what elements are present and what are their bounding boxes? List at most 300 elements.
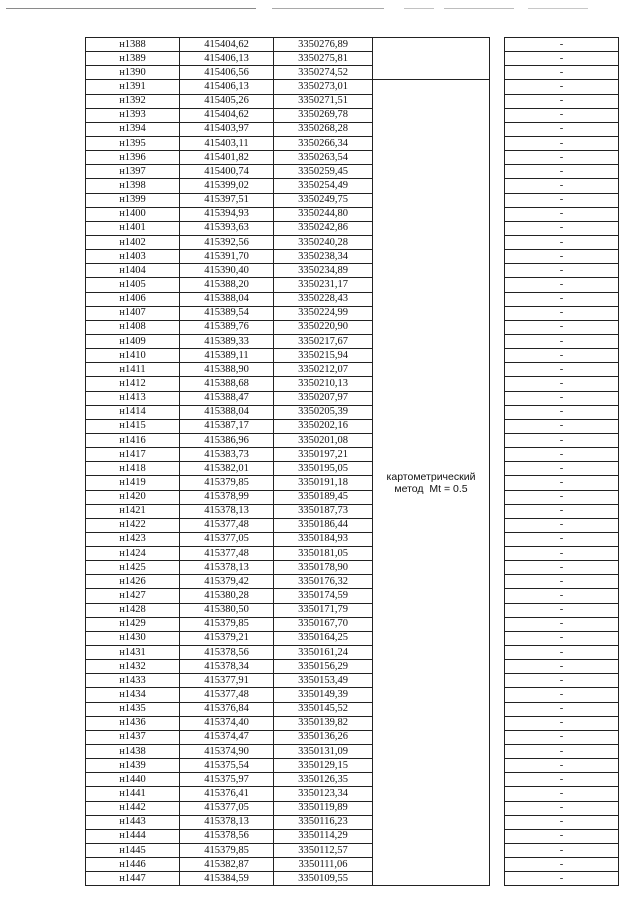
spacer-cell xyxy=(490,462,505,476)
point-id-cell: н1432 xyxy=(86,660,180,674)
point-id-cell: н1437 xyxy=(86,730,180,744)
spacer-cell xyxy=(490,547,505,561)
y-coordinate-cell: 3350228,43 xyxy=(274,292,373,306)
table-row xyxy=(86,631,619,645)
table-row xyxy=(86,660,619,674)
table-row xyxy=(86,363,619,377)
description-cell: - xyxy=(505,405,619,419)
spacer-cell xyxy=(490,504,505,518)
point-id-cell: н1446 xyxy=(86,858,180,872)
table-row xyxy=(86,264,619,278)
description-cell: - xyxy=(505,221,619,235)
x-coordinate-cell: 415379,85 xyxy=(180,476,274,490)
spacer-cell xyxy=(490,264,505,278)
table-row xyxy=(86,38,619,52)
x-coordinate-cell: 415388,47 xyxy=(180,391,274,405)
y-coordinate-cell: 3350274,52 xyxy=(274,66,373,80)
x-coordinate-cell: 415404,62 xyxy=(180,38,274,52)
table-row xyxy=(86,250,619,264)
description-cell: - xyxy=(505,745,619,759)
y-coordinate-cell: 3350119,89 xyxy=(274,801,373,815)
x-coordinate-cell: 415380,28 xyxy=(180,589,274,603)
y-coordinate-cell: 3350238,34 xyxy=(274,250,373,264)
table-row xyxy=(86,589,619,603)
spacer-cell xyxy=(490,38,505,52)
point-id-cell: н1426 xyxy=(86,575,180,589)
spacer-cell xyxy=(490,179,505,193)
y-coordinate-cell: 3350276,89 xyxy=(274,38,373,52)
table-row xyxy=(86,844,619,858)
spacer-cell xyxy=(490,363,505,377)
table-row xyxy=(86,547,619,561)
spacer-cell xyxy=(490,815,505,829)
spacer-cell xyxy=(490,405,505,419)
spacer-cell xyxy=(490,122,505,136)
point-id-cell: н1406 xyxy=(86,292,180,306)
spacer-cell xyxy=(490,801,505,815)
x-coordinate-cell: 415389,33 xyxy=(180,334,274,348)
table-row xyxy=(86,745,619,759)
spacer-cell xyxy=(490,787,505,801)
spacer-cell xyxy=(490,561,505,575)
y-coordinate-cell: 3350116,23 xyxy=(274,815,373,829)
point-id-cell: н1423 xyxy=(86,532,180,546)
point-id-cell: н1436 xyxy=(86,716,180,730)
table-row xyxy=(86,759,619,773)
method-label-line2: метод Mt = 0.5 xyxy=(394,482,468,495)
point-id-cell: н1440 xyxy=(86,773,180,787)
x-coordinate-cell: 415377,48 xyxy=(180,688,274,702)
spacer-cell xyxy=(490,773,505,787)
y-coordinate-cell: 3350136,26 xyxy=(274,730,373,744)
x-coordinate-cell: 415378,56 xyxy=(180,646,274,660)
point-id-cell: н1421 xyxy=(86,504,180,518)
description-cell: - xyxy=(505,66,619,80)
header-rule xyxy=(444,8,514,9)
coordinates-table-body xyxy=(86,38,619,886)
y-coordinate-cell: 3350189,45 xyxy=(274,490,373,504)
header-rule xyxy=(528,8,588,9)
x-coordinate-cell: 415377,05 xyxy=(180,801,274,815)
spacer-cell xyxy=(490,80,505,94)
y-coordinate-cell: 3350275,81 xyxy=(274,52,373,66)
x-coordinate-cell: 415374,90 xyxy=(180,745,274,759)
description-cell: - xyxy=(505,207,619,221)
x-coordinate-cell: 415393,63 xyxy=(180,221,274,235)
spacer-cell xyxy=(490,52,505,66)
table-row xyxy=(86,94,619,108)
point-id-cell: н1418 xyxy=(86,462,180,476)
point-id-cell: н1434 xyxy=(86,688,180,702)
x-coordinate-cell: 415384,59 xyxy=(180,872,274,886)
x-coordinate-cell: 415377,48 xyxy=(180,518,274,532)
spacer-cell xyxy=(490,320,505,334)
x-coordinate-cell: 415406,13 xyxy=(180,52,274,66)
spacer-cell xyxy=(490,745,505,759)
point-id-cell: н1443 xyxy=(86,815,180,829)
y-coordinate-cell: 3350263,54 xyxy=(274,151,373,165)
x-coordinate-cell: 415404,62 xyxy=(180,108,274,122)
table-row xyxy=(86,419,619,433)
point-id-cell: н1430 xyxy=(86,631,180,645)
header-rule xyxy=(272,8,384,9)
point-id-cell: н1400 xyxy=(86,207,180,221)
point-id-cell: н1431 xyxy=(86,646,180,660)
y-coordinate-cell: 3350178,90 xyxy=(274,561,373,575)
table-row xyxy=(86,448,619,462)
description-cell: - xyxy=(505,250,619,264)
table-row xyxy=(86,278,619,292)
description-cell: - xyxy=(505,518,619,532)
description-cell: - xyxy=(505,603,619,617)
table-row xyxy=(86,872,619,886)
y-coordinate-cell: 3350266,34 xyxy=(274,136,373,150)
table-row xyxy=(86,207,619,221)
description-cell: - xyxy=(505,858,619,872)
spacer-cell xyxy=(490,730,505,744)
y-coordinate-cell: 3350114,29 xyxy=(274,829,373,843)
point-id-cell: н1415 xyxy=(86,419,180,433)
x-coordinate-cell: 415377,48 xyxy=(180,547,274,561)
header-rule xyxy=(6,8,256,9)
coordinates-table xyxy=(85,37,619,886)
y-coordinate-cell: 3350156,29 xyxy=(274,660,373,674)
y-coordinate-cell: 3350215,94 xyxy=(274,349,373,363)
table-row xyxy=(86,179,619,193)
description-cell: - xyxy=(505,759,619,773)
point-id-cell: н1424 xyxy=(86,547,180,561)
x-coordinate-cell: 415388,04 xyxy=(180,405,274,419)
x-coordinate-cell: 415388,68 xyxy=(180,377,274,391)
y-coordinate-cell: 3350164,25 xyxy=(274,631,373,645)
description-cell: - xyxy=(505,872,619,886)
y-coordinate-cell: 3350271,51 xyxy=(274,94,373,108)
spacer-cell xyxy=(490,94,505,108)
y-coordinate-cell: 3350205,39 xyxy=(274,405,373,419)
point-id-cell: н1402 xyxy=(86,235,180,249)
table-row xyxy=(86,80,619,94)
table-row xyxy=(86,617,619,631)
spacer-cell xyxy=(490,646,505,660)
table-row xyxy=(86,66,619,80)
description-cell: - xyxy=(505,108,619,122)
spacer-cell xyxy=(490,193,505,207)
spacer-cell xyxy=(490,532,505,546)
table-row xyxy=(86,815,619,829)
y-coordinate-cell: 3350171,79 xyxy=(274,603,373,617)
y-coordinate-cell: 3350187,73 xyxy=(274,504,373,518)
description-cell: - xyxy=(505,787,619,801)
y-coordinate-cell: 3350167,70 xyxy=(274,617,373,631)
x-coordinate-cell: 415378,13 xyxy=(180,815,274,829)
y-coordinate-cell: 3350201,08 xyxy=(274,433,373,447)
spacer-cell xyxy=(490,207,505,221)
y-coordinate-cell: 3350217,67 xyxy=(274,334,373,348)
y-coordinate-cell: 3350131,09 xyxy=(274,745,373,759)
spacer-cell xyxy=(490,518,505,532)
point-id-cell: н1397 xyxy=(86,165,180,179)
spacer-cell xyxy=(490,702,505,716)
x-coordinate-cell: 415376,41 xyxy=(180,787,274,801)
y-coordinate-cell: 3350174,59 xyxy=(274,589,373,603)
x-coordinate-cell: 415400,74 xyxy=(180,165,274,179)
table-row xyxy=(86,306,619,320)
x-coordinate-cell: 415392,56 xyxy=(180,235,274,249)
point-id-cell: н1407 xyxy=(86,306,180,320)
point-id-cell: н1405 xyxy=(86,278,180,292)
table-row xyxy=(86,532,619,546)
description-cell: - xyxy=(505,306,619,320)
description-cell: - xyxy=(505,377,619,391)
description-cell: - xyxy=(505,773,619,787)
point-id-cell: н1414 xyxy=(86,405,180,419)
point-id-cell: н1409 xyxy=(86,334,180,348)
description-cell: - xyxy=(505,122,619,136)
y-coordinate-cell: 3350244,80 xyxy=(274,207,373,221)
y-coordinate-cell: 3350234,89 xyxy=(274,264,373,278)
table-row xyxy=(86,787,619,801)
x-coordinate-cell: 415397,51 xyxy=(180,193,274,207)
y-coordinate-cell: 3350109,55 xyxy=(274,872,373,886)
description-cell: - xyxy=(505,278,619,292)
x-coordinate-cell: 415390,40 xyxy=(180,264,274,278)
x-coordinate-cell: 415378,13 xyxy=(180,504,274,518)
x-coordinate-cell: 415378,99 xyxy=(180,490,274,504)
spacer-cell xyxy=(490,165,505,179)
point-id-cell: н1412 xyxy=(86,377,180,391)
spacer-cell xyxy=(490,617,505,631)
x-coordinate-cell: 415378,13 xyxy=(180,561,274,575)
y-coordinate-cell: 3350139,82 xyxy=(274,716,373,730)
description-cell: - xyxy=(505,801,619,815)
spacer-cell xyxy=(490,589,505,603)
description-cell: - xyxy=(505,589,619,603)
description-cell: - xyxy=(505,80,619,94)
y-coordinate-cell: 3350269,78 xyxy=(274,108,373,122)
x-coordinate-cell: 415382,87 xyxy=(180,858,274,872)
table-row xyxy=(86,476,619,490)
point-id-cell: н1401 xyxy=(86,221,180,235)
y-coordinate-cell: 3350210,13 xyxy=(274,377,373,391)
point-id-cell: н1416 xyxy=(86,433,180,447)
y-coordinate-cell: 3350191,18 xyxy=(274,476,373,490)
x-coordinate-cell: 415380,50 xyxy=(180,603,274,617)
y-coordinate-cell: 3350112,57 xyxy=(274,844,373,858)
spacer-cell xyxy=(490,660,505,674)
y-coordinate-cell: 3350129,15 xyxy=(274,759,373,773)
spacer-cell xyxy=(490,759,505,773)
table-row xyxy=(86,235,619,249)
description-cell: - xyxy=(505,730,619,744)
point-id-cell: н1408 xyxy=(86,320,180,334)
x-coordinate-cell: 415389,76 xyxy=(180,320,274,334)
description-cell: - xyxy=(505,476,619,490)
description-cell: - xyxy=(505,575,619,589)
table-row xyxy=(86,151,619,165)
point-id-cell: н1425 xyxy=(86,561,180,575)
x-coordinate-cell: 415386,96 xyxy=(180,433,274,447)
x-coordinate-cell: 415399,02 xyxy=(180,179,274,193)
point-id-cell: н1433 xyxy=(86,674,180,688)
description-cell: - xyxy=(505,716,619,730)
x-coordinate-cell: 415406,56 xyxy=(180,66,274,80)
x-coordinate-cell: 415388,90 xyxy=(180,363,274,377)
y-coordinate-cell: 3350212,07 xyxy=(274,363,373,377)
point-id-cell: н1392 xyxy=(86,94,180,108)
description-cell: - xyxy=(505,631,619,645)
spacer-cell xyxy=(490,377,505,391)
spacer-cell xyxy=(490,292,505,306)
spacer-cell xyxy=(490,603,505,617)
description-cell: - xyxy=(505,815,619,829)
y-coordinate-cell: 3350186,44 xyxy=(274,518,373,532)
table-row xyxy=(86,377,619,391)
table-row xyxy=(86,165,619,179)
point-id-cell: н1388 xyxy=(86,38,180,52)
table-row xyxy=(86,193,619,207)
spacer-cell xyxy=(490,716,505,730)
description-cell: - xyxy=(505,165,619,179)
y-coordinate-cell: 3350111,06 xyxy=(274,858,373,872)
table-row xyxy=(86,829,619,843)
table-row xyxy=(86,702,619,716)
spacer-cell xyxy=(490,306,505,320)
x-coordinate-cell: 415377,91 xyxy=(180,674,274,688)
description-cell: - xyxy=(505,292,619,306)
description-cell: - xyxy=(505,433,619,447)
x-coordinate-cell: 415405,26 xyxy=(180,94,274,108)
table-row xyxy=(86,462,619,476)
table-row xyxy=(86,221,619,235)
description-cell: - xyxy=(505,179,619,193)
spacer-cell xyxy=(490,858,505,872)
point-id-cell: н1429 xyxy=(86,617,180,631)
description-cell: - xyxy=(505,235,619,249)
table-row xyxy=(86,801,619,815)
point-id-cell: н1398 xyxy=(86,179,180,193)
x-coordinate-cell: 415383,73 xyxy=(180,448,274,462)
table-row xyxy=(86,349,619,363)
description-cell: - xyxy=(505,136,619,150)
spacer-cell xyxy=(490,349,505,363)
description-cell: - xyxy=(505,52,619,66)
point-id-cell: н1447 xyxy=(86,872,180,886)
point-id-cell: н1427 xyxy=(86,589,180,603)
table-row xyxy=(86,320,619,334)
description-cell: - xyxy=(505,151,619,165)
point-id-cell: н1390 xyxy=(86,66,180,80)
point-id-cell: н1417 xyxy=(86,448,180,462)
point-id-cell: н1395 xyxy=(86,136,180,150)
table-row xyxy=(86,716,619,730)
table-row xyxy=(86,518,619,532)
spacer-cell xyxy=(490,844,505,858)
table-row xyxy=(86,136,619,150)
x-coordinate-cell: 415391,70 xyxy=(180,250,274,264)
method-cell xyxy=(373,80,490,886)
y-coordinate-cell: 3350259,45 xyxy=(274,165,373,179)
point-id-cell: н1444 xyxy=(86,829,180,843)
point-id-cell: н1442 xyxy=(86,801,180,815)
y-coordinate-cell: 3350123,34 xyxy=(274,787,373,801)
x-coordinate-cell: 415403,97 xyxy=(180,122,274,136)
spacer-cell xyxy=(490,136,505,150)
spacer-cell xyxy=(490,66,505,80)
x-coordinate-cell: 415374,47 xyxy=(180,730,274,744)
y-coordinate-cell: 3350145,52 xyxy=(274,702,373,716)
x-coordinate-cell: 415406,13 xyxy=(180,80,274,94)
point-id-cell: н1420 xyxy=(86,490,180,504)
description-cell: - xyxy=(505,349,619,363)
table-row xyxy=(86,504,619,518)
x-coordinate-cell: 415377,05 xyxy=(180,532,274,546)
spacer-cell xyxy=(490,631,505,645)
y-coordinate-cell: 3350161,24 xyxy=(274,646,373,660)
table-row xyxy=(86,52,619,66)
y-coordinate-cell: 3350202,16 xyxy=(274,419,373,433)
y-coordinate-cell: 3350240,28 xyxy=(274,235,373,249)
y-coordinate-cell: 3350184,93 xyxy=(274,532,373,546)
spacer-cell xyxy=(490,235,505,249)
y-coordinate-cell: 3350242,86 xyxy=(274,221,373,235)
description-cell: - xyxy=(505,674,619,688)
x-coordinate-cell: 415378,56 xyxy=(180,829,274,843)
spacer-cell xyxy=(490,151,505,165)
description-cell: - xyxy=(505,660,619,674)
table-row xyxy=(86,773,619,787)
point-id-cell: н1394 xyxy=(86,122,180,136)
table-row xyxy=(86,391,619,405)
table-row xyxy=(86,575,619,589)
description-cell: - xyxy=(505,504,619,518)
spacer-cell xyxy=(490,108,505,122)
description-cell: - xyxy=(505,490,619,504)
point-id-cell: н1391 xyxy=(86,80,180,94)
spacer-cell xyxy=(490,221,505,235)
y-coordinate-cell: 3350224,99 xyxy=(274,306,373,320)
x-coordinate-cell: 415374,40 xyxy=(180,716,274,730)
description-cell: - xyxy=(505,844,619,858)
point-id-cell: н1422 xyxy=(86,518,180,532)
spacer-cell xyxy=(490,872,505,886)
y-coordinate-cell: 3350181,05 xyxy=(274,547,373,561)
point-id-cell: н1410 xyxy=(86,349,180,363)
x-coordinate-cell: 415379,21 xyxy=(180,631,274,645)
point-id-cell: н1396 xyxy=(86,151,180,165)
table-row xyxy=(86,674,619,688)
table-row xyxy=(86,292,619,306)
point-id-cell: н1419 xyxy=(86,476,180,490)
method-label-line1: картометрический xyxy=(386,470,476,483)
x-coordinate-cell: 415401,82 xyxy=(180,151,274,165)
x-coordinate-cell: 415394,93 xyxy=(180,207,274,221)
x-coordinate-cell: 415378,34 xyxy=(180,660,274,674)
spacer-cell xyxy=(490,688,505,702)
spacer-cell xyxy=(490,278,505,292)
method-cell-empty xyxy=(373,38,490,80)
table-row xyxy=(86,490,619,504)
spacer-cell xyxy=(490,575,505,589)
point-id-cell: н1445 xyxy=(86,844,180,858)
spacer-cell xyxy=(490,490,505,504)
description-cell: - xyxy=(505,38,619,52)
y-coordinate-cell: 3350195,05 xyxy=(274,462,373,476)
table-row xyxy=(86,561,619,575)
spacer-cell xyxy=(490,448,505,462)
description-cell: - xyxy=(505,617,619,631)
point-id-cell: н1439 xyxy=(86,759,180,773)
description-cell: - xyxy=(505,419,619,433)
